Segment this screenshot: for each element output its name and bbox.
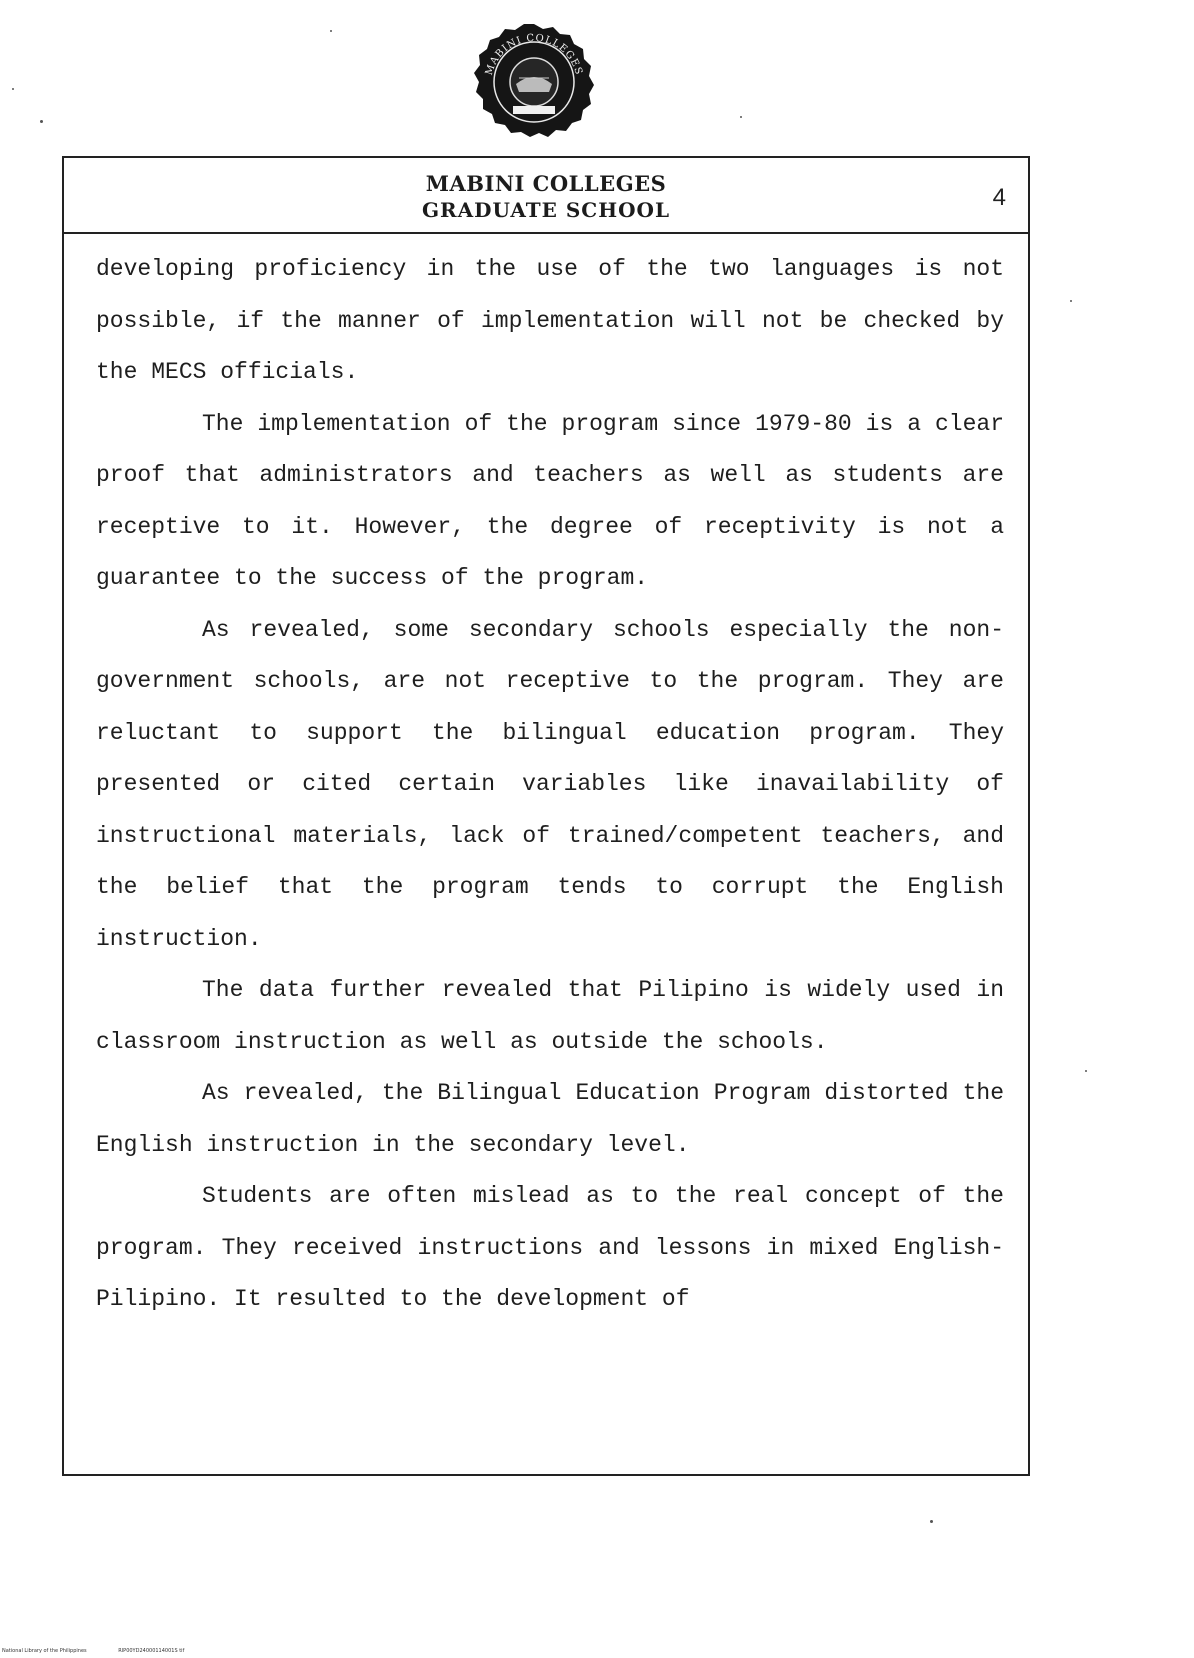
letterhead [64,170,1028,224]
paragraph: developing proficiency in the use of the two languages is not possible, if the manner of implementation will not be checked by the MECS officials. [96,256,1004,385]
scan-speck [930,1520,933,1523]
page-frame [62,156,1030,1476]
paragraph: The data further revealed that Pilipino is widely used in classroom instruction as well as outside the schools. [96,977,1004,1055]
scan-speck [40,120,43,123]
paragraph: As revealed, the Bilingual Education Program distorted the English instruction in the secondary level. [96,1080,1004,1158]
school-name: GRADUATE SCHOOL [421,198,671,222]
scan-speck [12,88,14,90]
scan-speck [740,116,742,118]
scan-speck [330,30,332,32]
paragraph: As revealed, some secondary schools especially the non-government schools, are not receptive to the program. They are reluctant to support the bilingual education program. They presented or cited certain variables like inavailability of instructional materials, lack of trained/competent teachers, and the belief that the program tends to corrupt the English instruction. [96,616,1004,952]
footer-file-id: RIP00YD24000114001S tif [118,1648,185,1654]
seal-text: MABINI COLLEGES [483,32,585,77]
header-rule [64,232,1028,234]
paragraph: The implementation of the program since 1979-80 is a clear proof that administrators and teachers as well as students are receptive to it. However, the degree of receptivity is not a guarantee to the success of the program. [96,410,1004,591]
body-text [96,244,1004,1326]
college-name: MABINI COLLEGES [425,171,667,196]
footer-library: National Library of the Philippines [2,1648,87,1654]
paragraph: Students are often mislead as to the real concept of the program. They received instructions and lessons in mixed English-Pilipino. It resulted to the development of [96,1183,1004,1312]
scan-footer [2,1648,214,1654]
page-number: 4 [992,184,1006,211]
scan-speck [1070,300,1072,302]
college-seal [469,22,599,140]
scan-speck [1085,1070,1087,1072]
